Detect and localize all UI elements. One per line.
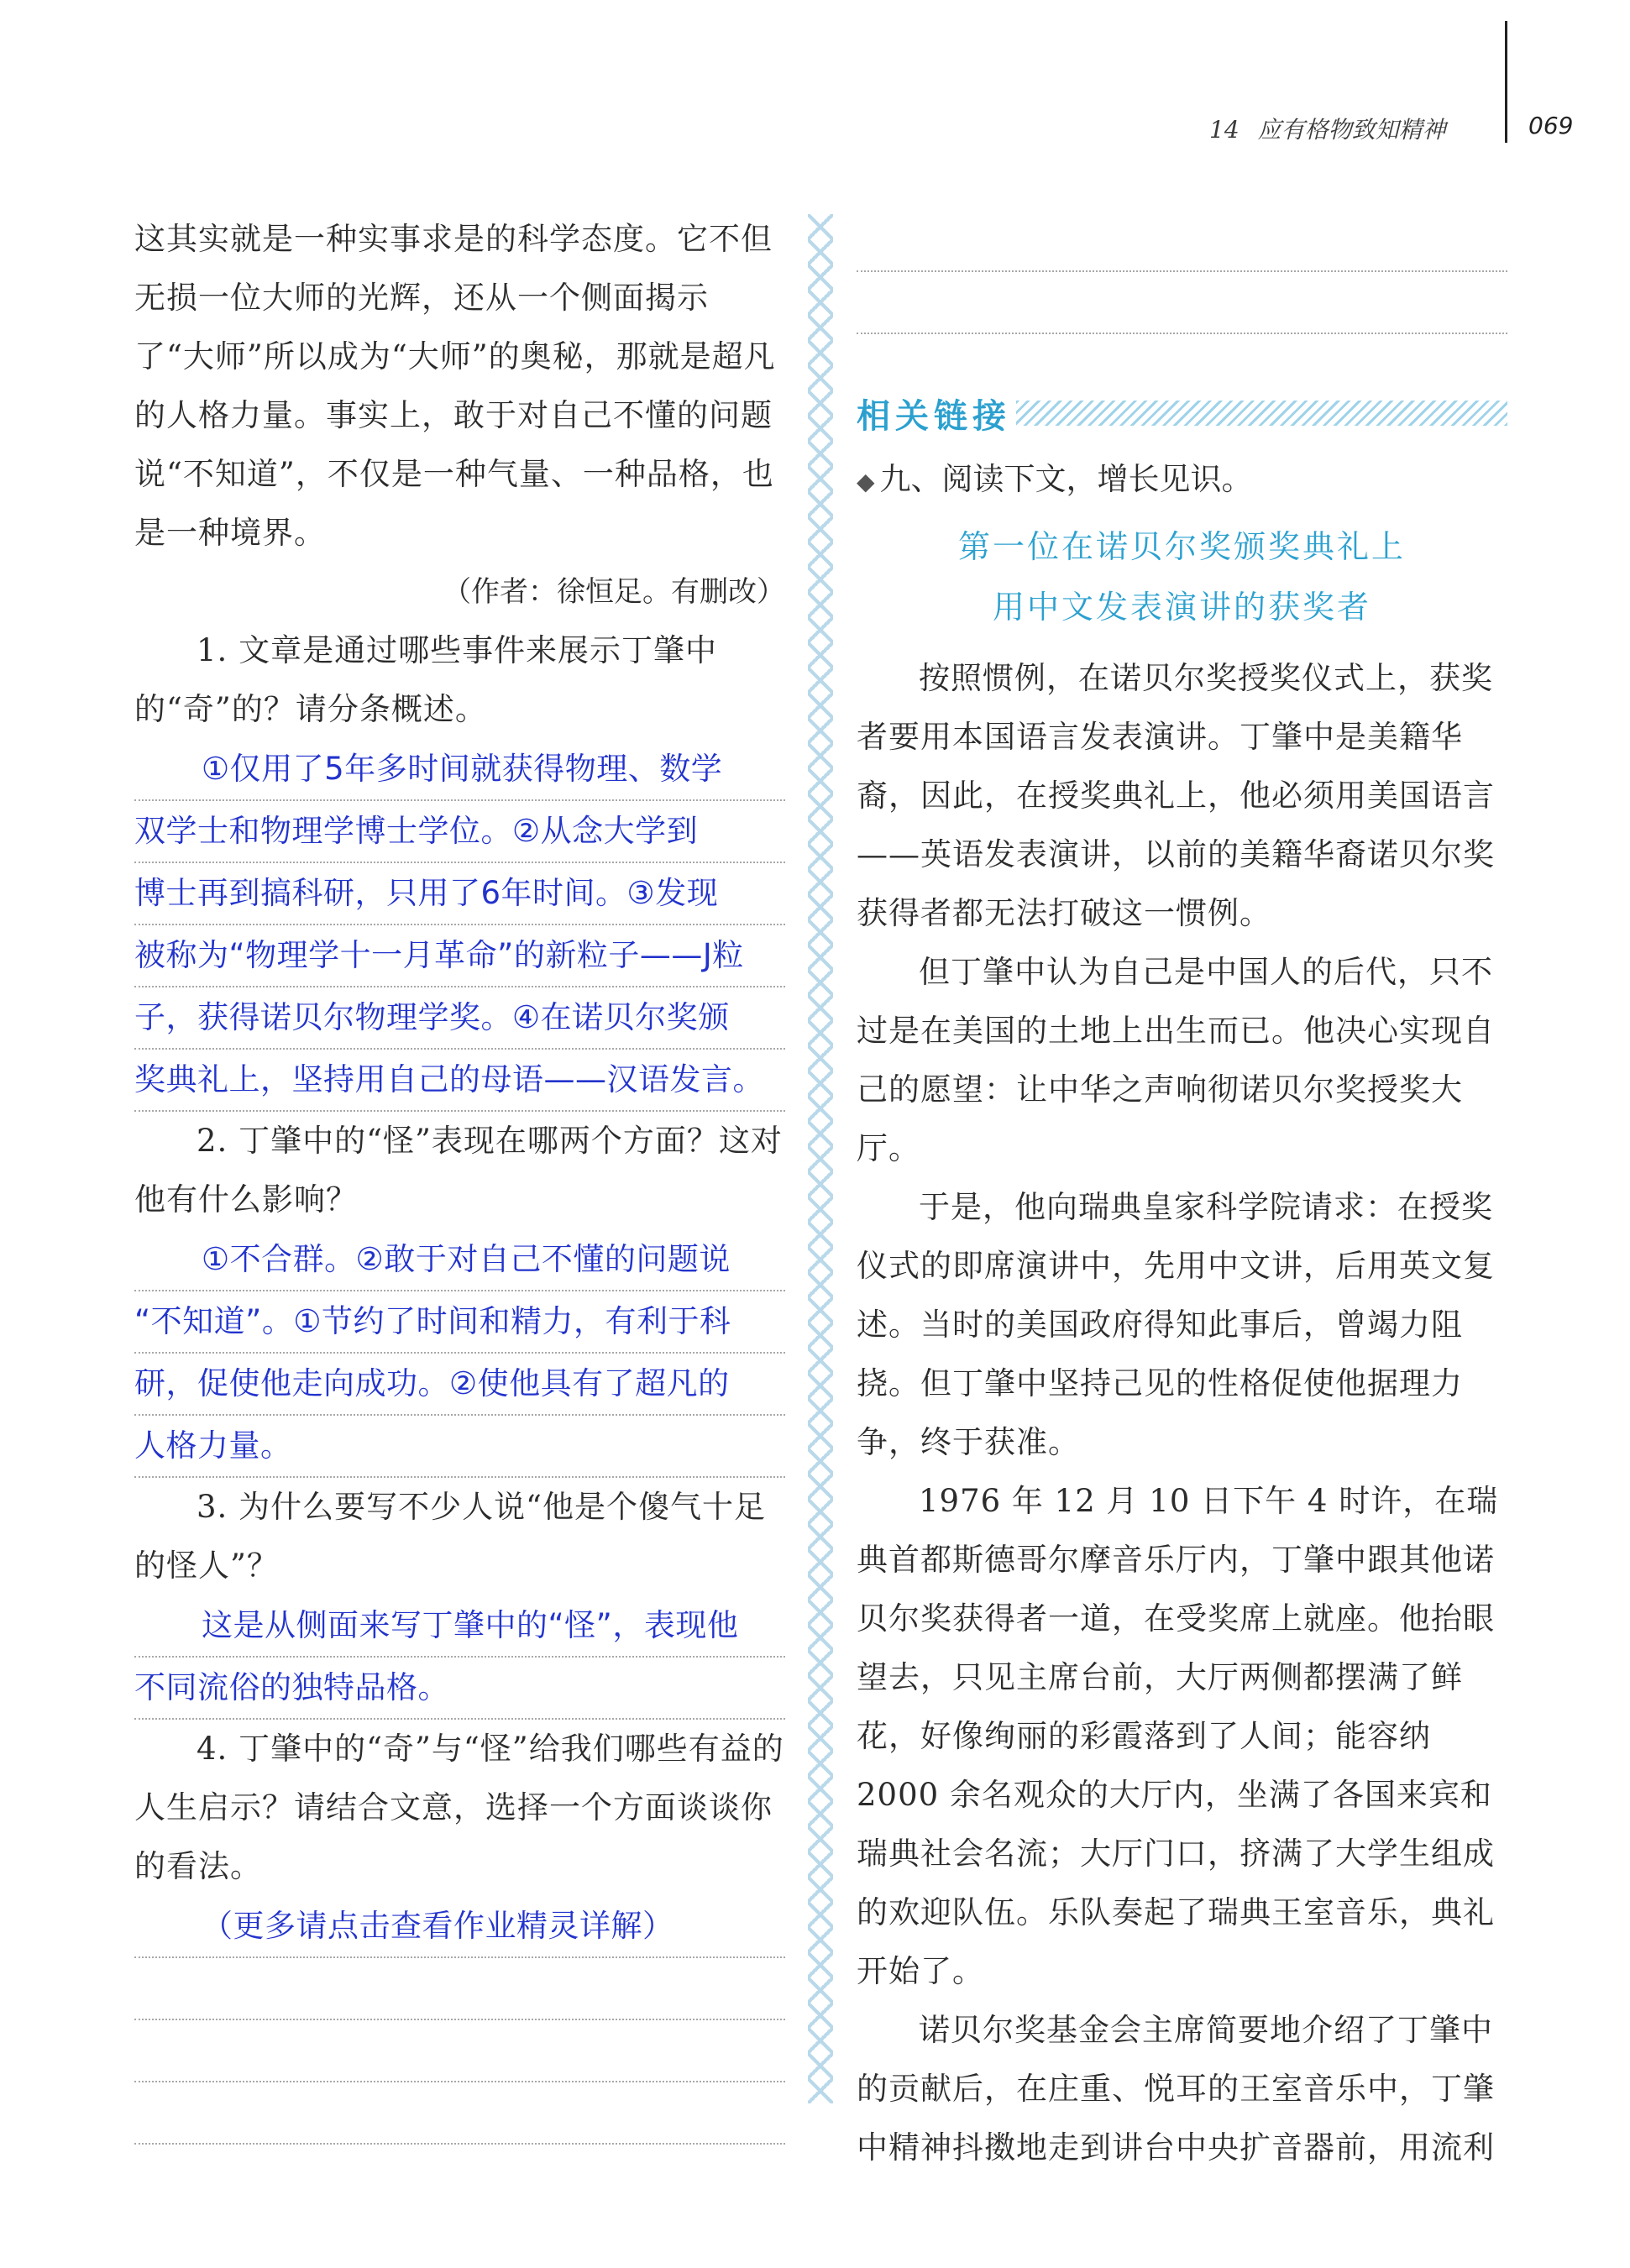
more-details-link[interactable]: （更多请点击查看作业精灵详解） xyxy=(134,1896,785,1958)
question-4: 4. 丁肇中的“奇”与“怪”给我们哪些有益的人生启示？请结合文意，选择一个方面谈谈你的看法。 xyxy=(134,1731,784,1884)
answer-line: 子，获得诺贝尔物理学奖。④在诺贝尔奖颁 xyxy=(134,987,785,1050)
answer-line: 奖典礼上，坚持用自己的母语——汉语发言。 xyxy=(134,1050,785,1112)
running-header xyxy=(1209,112,1446,145)
chapter-number: 14 xyxy=(1209,116,1240,144)
answer-4 xyxy=(134,1896,785,2145)
article-title-line-2: 用中文发表演讲的获奖者 xyxy=(992,589,1371,626)
article-paragraph: 诺贝尔奖基金会主席简要地介绍了丁肇中的贡献后，在庄重、悦耳的王室音乐中，丁肇中精神抖擞地走到讲台中央扩音器前，用流利 xyxy=(857,2012,1495,2166)
question-3: 3. 为什么要写不少人说“他是个傻气十足的怪人”？ xyxy=(134,1489,766,1584)
blank-answer-line xyxy=(134,2020,785,2082)
heading-hatch-decoration xyxy=(1016,401,1507,426)
answer-line: 博士再到搞科研，只用了6年时间。③发现 xyxy=(134,863,785,925)
related-links-heading xyxy=(857,388,1507,438)
blank-answer-line xyxy=(857,272,1507,334)
left-column xyxy=(134,210,785,2145)
answer-line: 这是从侧面来写丁肇中的“怪”，表现他 xyxy=(134,1595,785,1658)
passage-ending: 这其实就是一种实事求是的科学态度。它不但无损一位大师的光辉，还从一个侧面揭示了“大师”所以成为“大师”的奥秘，那就是超凡的人格力量。事实上，敢于对自己不懂的问题说“不知道”，不仅是一种气量、一种品格，也是一种境界。 xyxy=(134,221,776,551)
answer-line: 不同流俗的独特品格。 xyxy=(134,1658,785,1720)
answer-line: 双学士和物理学博士学位。②从念大学到 xyxy=(134,801,785,863)
article-paragraph: 但丁肇中认为自己是中国人的后代，只不过是在美国的土地上出生而已。他决心实现自己的愿望：让中华之声响彻诺贝尔奖授奖大厅。 xyxy=(857,954,1495,1166)
article-paragraph: 按照惯例，在诺贝尔奖授奖仪式上，获奖者要用本国语言发表演讲。丁肇中是美籍华裔，因此，在授奖典礼上，他必须用美国语言——英语发表演讲，以前的美籍华裔诺贝尔奖获得者都无法打破这一惯例。 xyxy=(857,660,1495,931)
answer-line: “不知道”。①节约了时间和精力，有利于科 xyxy=(134,1291,785,1354)
blank-answer-line xyxy=(134,2082,785,2145)
answer-3 xyxy=(134,1595,785,1720)
answer-line: ①不合群。②敢于对自己不懂的问题说 xyxy=(134,1229,785,1291)
blank-answer-line xyxy=(134,1958,785,2020)
article-paragraph: 于是，他向瑞典皇家科学院请求：在授奖仪式的即席演讲中，先用中文讲，后用英文复述。当时的美国政府得知此事后，曾竭力阻挠。但丁肇中坚持己见的性格促使他据理力争，终于获准。 xyxy=(857,1189,1495,1460)
task-text: 九、阅读下文，增长见识。 xyxy=(879,461,1253,497)
task-instruction xyxy=(857,450,1507,511)
question-2: 2. 丁肇中的“怪”表现在哪两个方面？这对他有什么影响？ xyxy=(134,1123,783,1218)
answer-1 xyxy=(134,739,785,1112)
answer-line: ①仅用了5年多时间就获得物理、数学 xyxy=(134,739,785,801)
article-title xyxy=(857,516,1507,637)
blank-answer-line xyxy=(857,210,1507,272)
answer-line: 研，促使他走向成功。②使他具有了超凡的 xyxy=(134,1354,785,1416)
chapter-title: 应有格物致知精神 xyxy=(1257,116,1446,144)
article-title-line-1: 第一位在诺贝尔奖颁奖典礼上 xyxy=(957,528,1406,565)
question-1: 1. 文章是通过哪些事件来展示丁肇中的“奇”的？请分条概述。 xyxy=(134,632,718,727)
column-divider xyxy=(808,214,833,2103)
answer-2 xyxy=(134,1229,785,1478)
article-paragraph: 1976 年 12 月 10 日下午 4 时许，在瑞典首都斯德哥尔摩音乐厅内，丁肇中跟其他诺贝尔奖获得者一道，在受奖席上就座。他抬眼望去，只见主席台前，大厅两侧都摆满了鲜花，好像绚丽的彩霞落到了人间；能容纳 2000 余名观众的大厅内，坐满了各国来宾和瑞典社会名流；大厅门口，挤满了大学生组成的欢迎队伍。乐队奏起了瑞典王室音乐，典礼开始了。 xyxy=(857,1483,1499,1989)
author-credit: （作者：徐恒足。有删改） xyxy=(443,575,785,609)
answer-line: 人格力量。 xyxy=(134,1416,785,1478)
section-label: 相关链接 xyxy=(857,396,1011,436)
page-number: 069 xyxy=(1528,112,1574,139)
header-rule xyxy=(1505,21,1507,143)
right-column xyxy=(857,210,1507,2177)
answer-line: 被称为“物理学十一月革命”的新粒子——J粒 xyxy=(134,925,785,987)
diamond-bullet-icon: ◆ xyxy=(857,468,875,495)
